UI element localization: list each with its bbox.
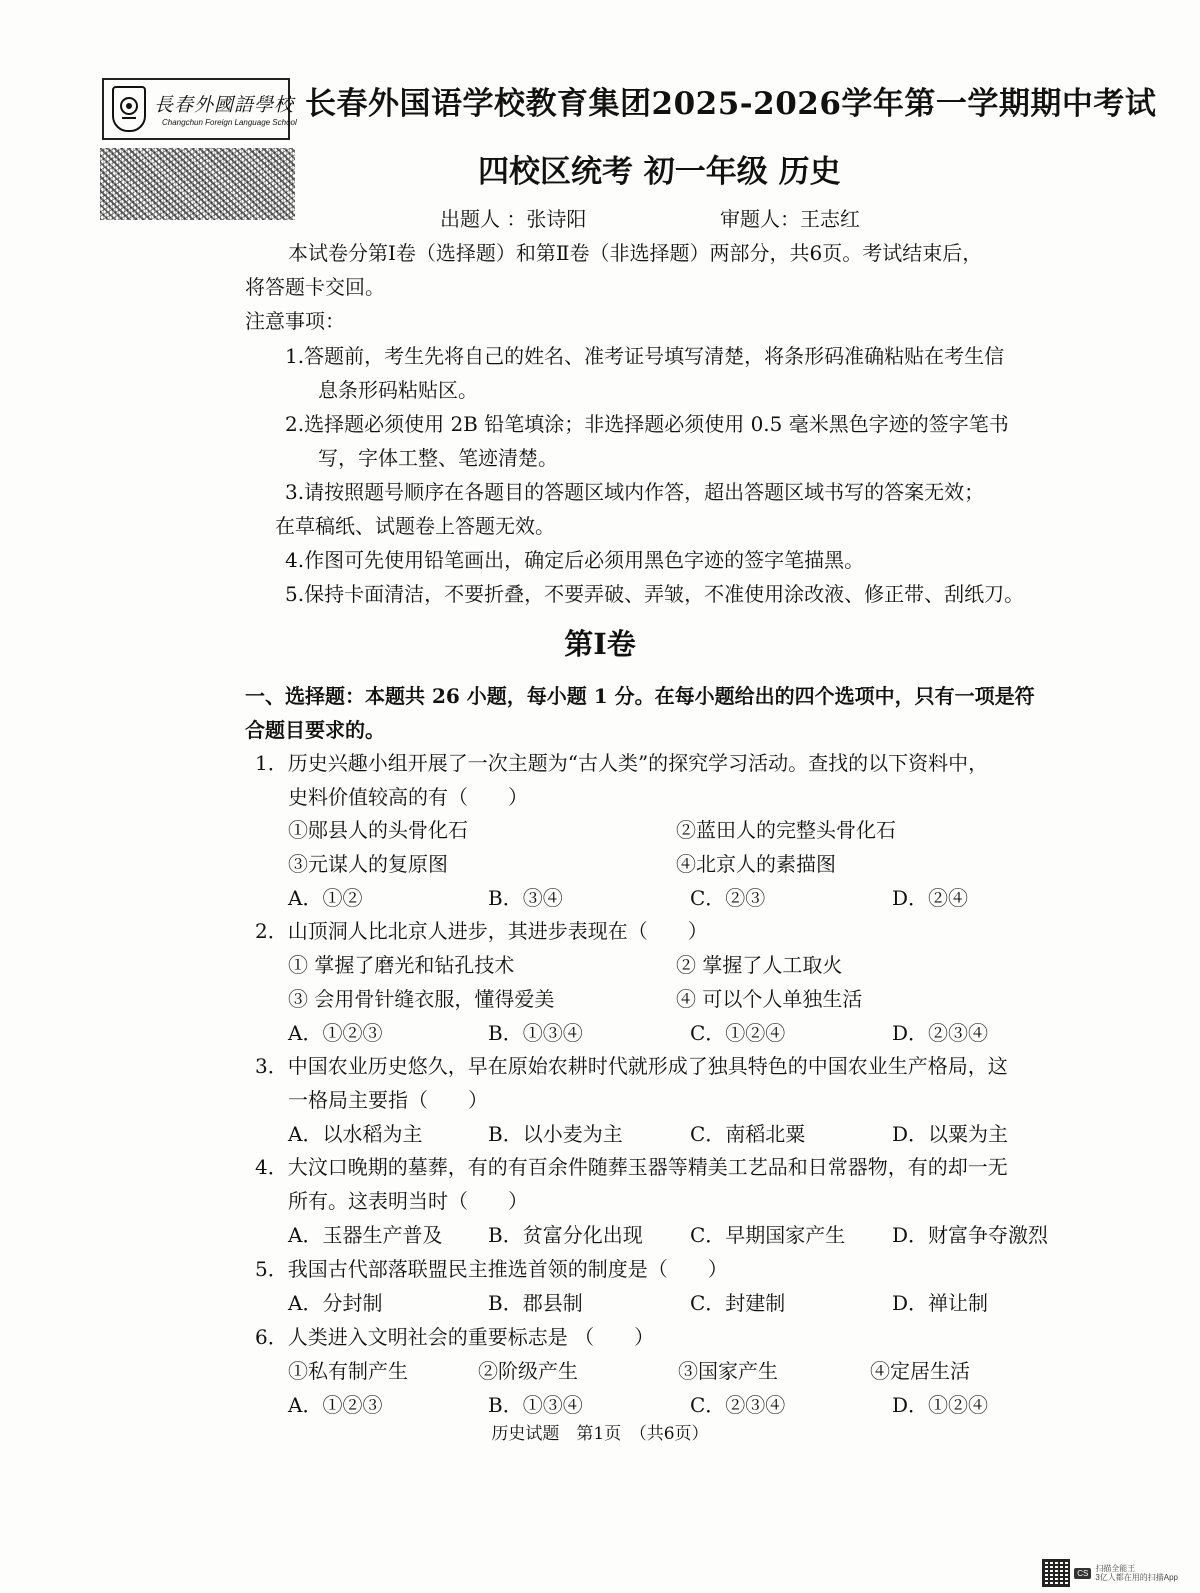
question-item: ①私有制产生 bbox=[288, 1359, 408, 1383]
question-stem: 史料价值较高的有（ ） bbox=[288, 785, 528, 809]
intro-line: 本试卷分第Ⅰ卷（选择题）和第Ⅱ卷（非选择题）两部分，共6页。考试结束后， bbox=[288, 241, 983, 265]
answer-option: C．封建制 bbox=[690, 1291, 786, 1315]
answer-option: D．以粟为主 bbox=[892, 1122, 1009, 1146]
intro-line: 将答题卡交回。 bbox=[245, 275, 385, 299]
answer-option: A．分封制 bbox=[288, 1291, 383, 1315]
answer-option: B．③④ bbox=[488, 886, 563, 910]
answer-option: B．郡县制 bbox=[488, 1291, 583, 1315]
logo-school-name-en: Changchun Foreign Language School bbox=[162, 118, 297, 127]
answer-option: A．①② bbox=[288, 886, 363, 910]
reviewer: 审题人：王志红 bbox=[720, 207, 860, 231]
scanner-badge: CS bbox=[1074, 1568, 1091, 1579]
scanner-text bbox=[1095, 1564, 1178, 1582]
answer-option: C．南稻北粟 bbox=[690, 1122, 806, 1146]
school-emblem-icon bbox=[112, 86, 146, 132]
author: 出题人 ：张诗阳 bbox=[440, 207, 587, 231]
answer-option: B．以小麦为主 bbox=[488, 1122, 623, 1146]
answer-option: D．禅让制 bbox=[892, 1291, 989, 1315]
notice-item: 在草稿纸、试题卷上答题无效。 bbox=[275, 514, 555, 538]
question-item: ④ 可以个人单独生活 bbox=[676, 987, 863, 1011]
notice-item: 2.选择题必须使用 2B 铅笔填涂；非选择题必须使用 0.5 毫米黑色字迹的签字笔书 bbox=[285, 412, 1009, 436]
question-stem: 5．我国古代部落联盟民主推选首领的制度是（ ） bbox=[255, 1257, 728, 1281]
question-item: ②蓝田人的完整头骨化石 bbox=[676, 818, 896, 842]
notice-item: 息条形码粘贴区。 bbox=[318, 378, 478, 402]
school-logo bbox=[100, 72, 295, 222]
scanner-name: 扫描全能王 bbox=[1095, 1564, 1136, 1573]
answer-option: C．早期国家产生 bbox=[690, 1223, 846, 1247]
question-stem: 所有。这表明当时（ ） bbox=[288, 1189, 528, 1213]
answer-option: A．①②③ bbox=[288, 1021, 383, 1045]
qr-code-icon bbox=[1042, 1559, 1070, 1587]
notice-item: 3.请按照题号顺序在各题目的答题区域内作答，超出答题区域书写的答案无效； bbox=[285, 480, 985, 504]
question-item: ④北京人的素描图 bbox=[676, 852, 836, 876]
notice-item: 写，字体工整、笔迹清楚。 bbox=[318, 446, 558, 470]
answer-option: C．②③④ bbox=[690, 1393, 786, 1417]
question-stem: 1．历史兴趣小组开展了一次主题为“古人类”的探究学习活动。查找的以下资料中， bbox=[255, 751, 989, 775]
logo-frame bbox=[102, 78, 297, 140]
answer-option: D．②③④ bbox=[892, 1021, 989, 1045]
scanner-watermark bbox=[1042, 1559, 1178, 1587]
notice-item: 5.保持卡面清洁，不要折叠，不要弄破、弄皱，不准使用涂改液、修正带、刮纸刀。 bbox=[285, 582, 1025, 606]
question-item: ② 掌握了人工取火 bbox=[676, 953, 843, 977]
answer-option: B．贫富分化出现 bbox=[488, 1223, 643, 1247]
answer-option: C．②③ bbox=[690, 886, 766, 910]
answer-option: A．以水稻为主 bbox=[288, 1122, 423, 1146]
notice-item: 1.答题前，考生先将自己的姓名、准考证号填写清楚，将条形码准确粘贴在考生信 bbox=[285, 344, 1005, 368]
notice-item: 4.作图可先使用铅笔画出，确定后必须用黑色字迹的签字笔描黑。 bbox=[285, 548, 865, 572]
question-item: ②阶级产生 bbox=[478, 1359, 578, 1383]
answer-option: C．①②④ bbox=[690, 1021, 786, 1045]
answer-option: D．①②④ bbox=[892, 1393, 989, 1417]
question-item: ③元谋人的复原图 bbox=[288, 852, 448, 876]
answer-option: D．财富争夺激烈 bbox=[892, 1223, 1049, 1247]
question-stem: 2．山顶洞人比北京人进步，其进步表现在（ ） bbox=[255, 919, 708, 943]
exam-title: 长春外国语学校教育集团2025-2026学年第一学期期中考试 bbox=[305, 86, 1157, 122]
answer-option: D．②④ bbox=[892, 886, 969, 910]
question-stem: 3．中国农业历史悠久，早在原始农耕时代就形成了独具特色的中国农业生产格局，这 bbox=[255, 1054, 1008, 1078]
question-stem: 一格局主要指（ ） bbox=[288, 1088, 488, 1112]
question-item: ① 掌握了磨光和钻孔技术 bbox=[288, 953, 515, 977]
question-stem: 4．大汶口晚期的墓葬，有的有百余件随葬玉器等精美工艺品和日常器物，有的却一无 bbox=[255, 1155, 1008, 1179]
section-instruction: 合题目要求的。 bbox=[245, 718, 385, 742]
question-item: ③ 会用骨针缝衣服，懂得爱美 bbox=[288, 987, 555, 1011]
answer-option: A．①②③ bbox=[288, 1393, 383, 1417]
notice-title: 注意事项： bbox=[245, 309, 345, 333]
page-footer: 历史试题 第1页 （共6页） bbox=[491, 1424, 709, 1444]
question-item: ①郧县人的头骨化石 bbox=[288, 818, 468, 842]
answer-option: B．①③④ bbox=[488, 1393, 583, 1417]
answer-option: B．①③④ bbox=[488, 1021, 583, 1045]
question-stem: 6．人类进入文明社会的重要标志是 （ ） bbox=[255, 1325, 655, 1349]
barcode-pattern bbox=[100, 148, 295, 220]
scanner-sub: 3亿人都在用的扫描App bbox=[1095, 1573, 1178, 1582]
logo-school-name-cn: 長春外國語學校 bbox=[154, 94, 295, 116]
answer-option: A．玉器生产普及 bbox=[288, 1223, 443, 1247]
section-heading: 第Ⅰ卷 bbox=[564, 627, 636, 661]
exam-subtitle: 四校区统考 初一年级 历史 bbox=[478, 154, 841, 190]
question-item: ④定居生活 bbox=[870, 1359, 970, 1383]
question-item: ③国家产生 bbox=[678, 1359, 778, 1383]
section-instruction: 一、选择题：本题共 26 小题，每小题 1 分。在每小题给出的四个选项中，只有一项是符 bbox=[245, 684, 1035, 708]
